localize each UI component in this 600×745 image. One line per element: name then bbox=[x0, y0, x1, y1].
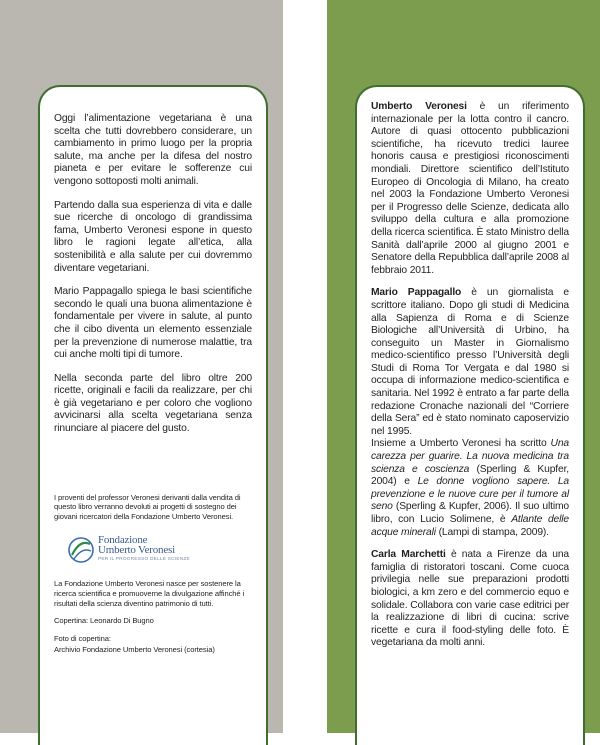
pappagallo-bio bbox=[371, 287, 569, 438]
book-publisher-1: (Sperling & Kupfer, 2004) e bbox=[371, 463, 569, 488]
pappagallo-name: Mario Pappagallo bbox=[371, 287, 462, 299]
marchetti-name: Carla Marchetti bbox=[371, 549, 446, 561]
marchetti-bio-text: è nata a Firenze da una famiglia di ristoratori toscani. Come cuoca privilegia nelle sue preparazioni prodotti biologici, a km zero e del commercio equo e solidale. Collabora con varie case editrici per la realizzazione di libri di cucina: scrive ricette e cura il food-styling delle foto. È vegetariana da molti anni. bbox=[371, 549, 569, 649]
proceeds-note: I proventi del professor Veronesi derivanti dalla vendita di questo libro verranno devoluti ai progetti di sostegno dei giovani ricercatori della Fondazione Umberto Veronesi. bbox=[54, 492, 241, 521]
logo-tagline: PER IL PROGRESSO DELLE SCIENZE bbox=[98, 557, 190, 563]
book-publisher-2: (Sperling & Kupfer, 2006). Il suo ultimo libro, con Lucio Solimene, è bbox=[371, 501, 569, 525]
logo-line-1: Fondazione bbox=[98, 534, 148, 547]
description-paragraph-4: Nella seconda parte del libro oltre 200 ricette, originali e facili da realizzare, per chi è già vegetariano e per coloro che vogliono avvicinarsi alla scelta vegetariana senza rinunciare al piacere del gusto. bbox=[54, 372, 252, 435]
book-publisher-3: (Lampi di stampa, 2009). bbox=[435, 526, 549, 538]
spacer bbox=[54, 447, 252, 493]
marchetti-bio bbox=[371, 549, 569, 650]
photo-credit: Archivio Fondazione Umberto Veronesi (cortesia) bbox=[54, 645, 215, 655]
pappagallo-bio-text: è un giornalista e scrittore italiano. Dopo gli studi di Medicina alla Sapienza di Roma e di Scienze Biologiche all’Università di Urbino, ha conseguito un Master in Giornalismo medico-scientifico presso l’Università degli Studi di Roma Tor Vergata e dal 1980 si occupa di informazione medico-scientifica e sanitaria. Nel 1992 è entrato a far parte della redazione Cronache nazionali del “Corriere della Sera” ed è stato nominato caposervizio nel 1995. bbox=[371, 287, 569, 437]
cover-credit: Copertina: Leonardo Di Bugno bbox=[54, 616, 154, 626]
author-bios-card bbox=[355, 85, 585, 745]
veronesi-name: Umberto Veronesi bbox=[371, 101, 467, 112]
book-title-1: Una carezza per guarire. La nuova medicina tra scienza e coscienza bbox=[371, 438, 569, 475]
photo-credit-label: Foto di copertina: bbox=[54, 633, 111, 643]
foundation-logo-text bbox=[98, 535, 190, 565]
description-paragraph-3: Mario Pappagallo spiega le basi scientifiche secondo le quali una buona alimentazione è fondamentale per vivere in salute, al punto che il cibo diventa un elemento essenziale per la prevenzione di numerose malattie, tra cui anche molti tipi di tumore. bbox=[54, 286, 252, 361]
foundation-note: La Fondazione Umberto Veronesi nasce per sostenere la ricerca scientifica e promuoverne la divulgazione affinché i risultati della scienza diventino patrimonio di tutti. bbox=[54, 579, 245, 608]
foundation-logo-icon bbox=[66, 535, 96, 565]
logo-line-2: Umberto Veronesi bbox=[98, 544, 175, 557]
foundation-logo bbox=[66, 533, 252, 567]
veronesi-bio-text: è un riferimento internazionale per la lotta contro il cancro. Autore di quasi ottocento pubblicazioni scientifiche, ha ricevuto tredici lauree honoris causa e prestigiosi riconoscimenti mondiali. Direttore scientifico dell’Istituto Europeo di Oncologia di Milano, ha creato nel 2003 la Fondazione Umberto Veronesi per il Progresso delle Scienze, dedicata allo sviluppo della cultura e alla promozione della ricerca scientifica. È stato Ministro della Sanità dall’aprile 2000 al giugno 2001 e Senatore della Repubblica dall’aprile 2008 al febbraio 2011. bbox=[371, 101, 569, 276]
description-paragraph-2: Partendo dalla sua esperienza di vita e dalle sue ricerche di oncologo di grandissima fama, Umberto Veronesi espone in questo libro le ragioni legate all’etica, alla sostenibilità e alla salute per cui dovremmo diventare vegetariani. bbox=[54, 199, 252, 274]
description-paragraph-1: Oggi l’alimentazione vegetariana è una scelta che tutti dovrebbero considerare, un cambiamento in primo luogo per la propria salute, ma anche per la difesa del nostro pianeta e per evitare le sofferenze cui vengono sottoposti molti animali. bbox=[54, 113, 252, 187]
book-title-2: Le donne vogliono sapere. La prevenzione e le nuove cure per il tumore al seno bbox=[371, 476, 569, 513]
book-title-3: Atlante delle acque minerali bbox=[371, 514, 569, 538]
veronesi-bio bbox=[371, 101, 569, 277]
books-intro: Insieme a Umberto Veronesi ha scritto bbox=[371, 438, 551, 450]
spine-gutter bbox=[283, 0, 327, 733]
pappagallo-books bbox=[371, 438, 569, 539]
book-description-card bbox=[38, 85, 268, 745]
